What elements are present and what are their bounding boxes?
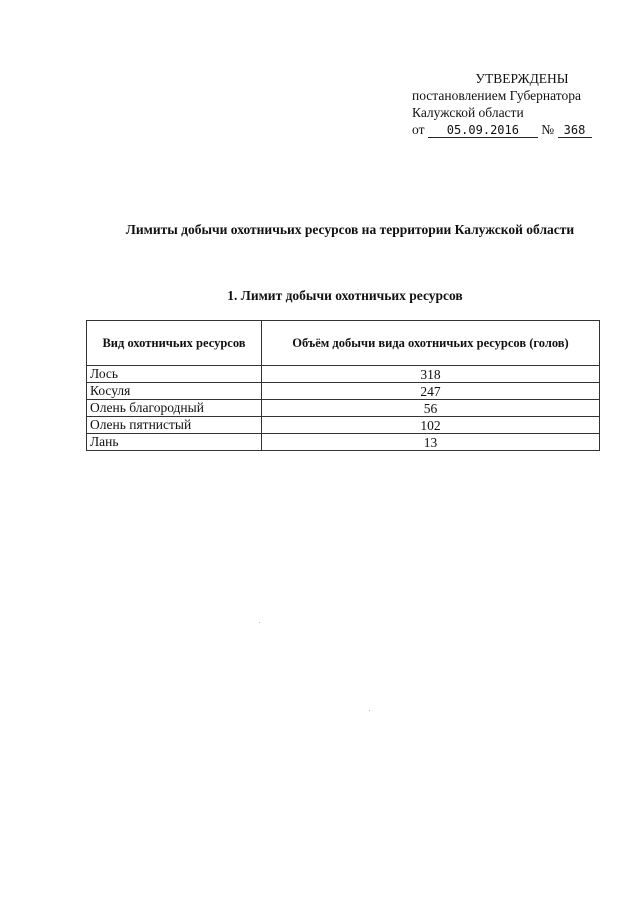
number-prefix: № [541, 122, 555, 137]
species-cell: Олень благородный [87, 400, 262, 417]
table-row [87, 400, 600, 417]
date-prefix: от [412, 122, 425, 137]
approval-date: 05.09.2016 [428, 123, 538, 138]
document-title: Лимиты добычи охотничьих ресурсов на территории Калужской области [125, 222, 575, 237]
approval-number: 368 [558, 123, 592, 138]
amount-cell: 102 [262, 417, 600, 434]
table-row [87, 434, 600, 451]
section-title: 1. Лимит добычи охотничьих ресурсов [227, 288, 463, 303]
approval-date-line [412, 121, 612, 138]
amount-cell: 56 [262, 400, 600, 417]
amount-cell: 247 [262, 383, 600, 400]
approval-line-2: Калужской области [412, 105, 524, 120]
amount-cell: 318 [262, 366, 600, 383]
header-species: Вид охотничьих ресурсов [87, 321, 262, 366]
approval-block [412, 70, 612, 138]
header-amount: Объём добычи вида охотничьих ресурсов (голов) [262, 321, 600, 366]
table-row [87, 383, 600, 400]
table-header-row [87, 321, 600, 366]
species-cell: Лось [87, 366, 262, 383]
species-cell: Лань [87, 434, 262, 451]
table-row [87, 417, 600, 434]
limits-table [86, 320, 600, 451]
species-cell: Косуля [87, 383, 262, 400]
scan-speck [259, 622, 260, 623]
scan-speck [369, 710, 370, 711]
approval-line-1: постановлением Губернатора [412, 88, 581, 103]
species-cell: Олень пятнистый [87, 417, 262, 434]
approval-heading: УТВЕРЖДЕНЫ [475, 71, 569, 86]
amount-cell: 13 [262, 434, 600, 451]
table-row [87, 366, 600, 383]
